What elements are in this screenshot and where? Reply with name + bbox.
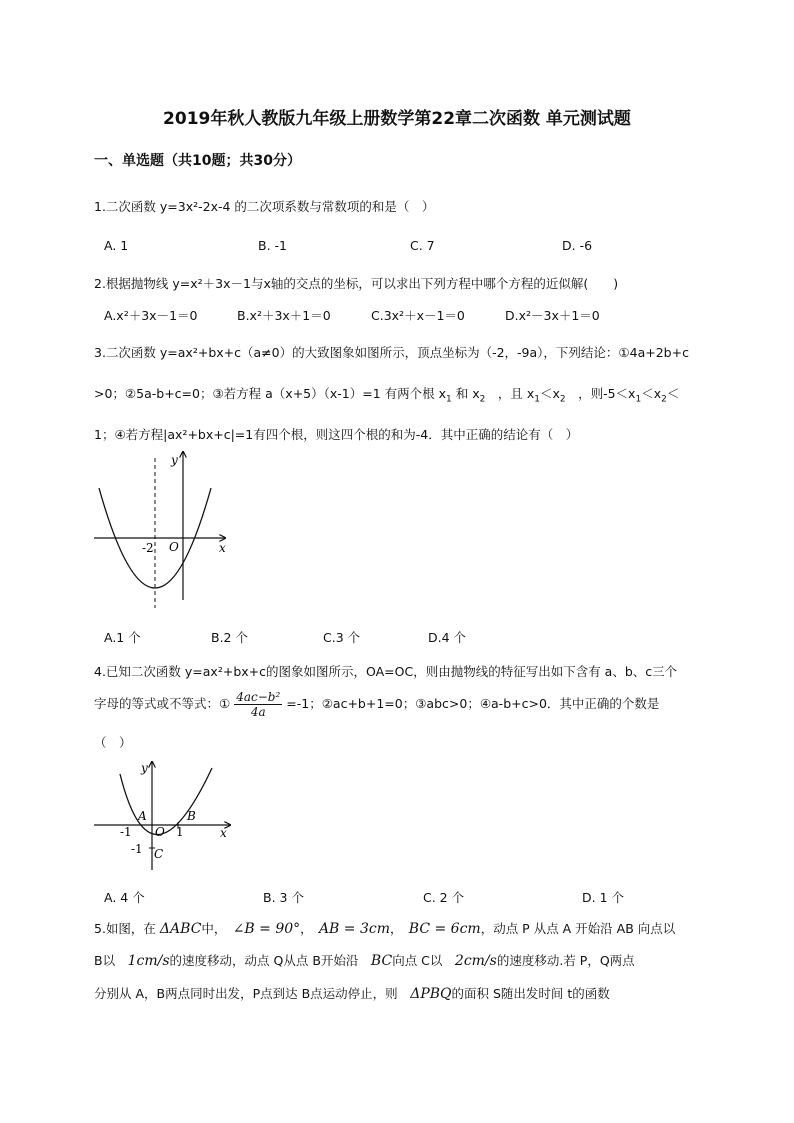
q1-option-a[interactable]: A. 1 [104, 238, 129, 253]
q3-parabola-graph [90, 448, 240, 618]
section-heading: 一、单选题（共10题；共30分） [94, 153, 301, 169]
q2-option-d[interactable]: D.x²－3x＋1＝0 [505, 308, 600, 323]
q3-option-c[interactable]: C.3 个 [323, 630, 361, 645]
q4-neg-one-label: -1 [120, 825, 132, 839]
q2-stem: 2.根据抛物线 y=x²＋3x－1与x轴的交点的坐标，可以求出下列方程中哪个方程的近似解( ) [94, 276, 619, 291]
q4-option-a[interactable]: A. 4 个 [104, 890, 145, 905]
q2-option-a[interactable]: A.x²＋3x－1＝0 [104, 308, 198, 323]
q2-option-b[interactable]: B.x²＋3x＋1＝0 [237, 308, 331, 323]
q4-origin-label: O [155, 825, 165, 839]
q3-line-2: >0；②5a-b+c=0；③若方程 a（x+5）（x-1）=1 有两个根 $x_1$ 和 $x_2$ ，且 $x_1<x_2$ ，则$-5<x_1<x_2<$ [94, 386, 680, 405]
q5-line-3: 分别从 A，B两点同时出发，P点到达 B点运动停止，则 ΔPBQ的面积 S随出发时间 t的函数 [94, 986, 610, 1002]
q3-x-label: x [219, 541, 226, 555]
q2-option-c[interactable]: C.3x²＋x－1＝0 [371, 308, 465, 323]
q4-y-neg-one-label: -1 [131, 842, 143, 856]
q4-line-1: 4.已知二次函数 y=ax²+bx+c的图象如图所示，OA=OC，则由抛物线的特征写出如下含有 a、b、c三个 [94, 664, 678, 679]
q4-option-d[interactable]: D. 1 个 [582, 890, 624, 905]
q4-option-b[interactable]: B. 3 个 [263, 890, 304, 905]
q4-fraction: $\frac{\text{4ac−b²}}{4a}$ [236, 690, 281, 719]
q1-option-c[interactable]: C. 7 [410, 238, 435, 253]
q5-line-1: 5.如图，在 ΔABC中， ∠B = 90°， AB = 3cm， BC = 6cm，动点 P 从点 A 开始沿 AB 向点以 [94, 921, 676, 937]
q3-origin-label: O [169, 540, 179, 554]
q4-point-c: C [154, 847, 164, 861]
q4-y-label: y [141, 761, 148, 775]
q4-point-b: B [187, 809, 196, 823]
q5-line-2: B以 1cm/s的速度移动，动点 Q从点 B开始沿 BC向点 C以 2cm/s的速度移动.若 P，Q两点 [94, 953, 635, 969]
q1-option-b[interactable]: B. -1 [258, 238, 287, 253]
q4-line-2: 字母的等式或不等式：① $\frac{\text{4ac−b²}}{4a}$ =-1；②ac+b+1=0；③abc>0；④a-b+c>0．其中正确的个数是 [94, 690, 660, 719]
q4-one-label: 1 [176, 825, 184, 839]
q3-y-label: y [171, 453, 178, 467]
q4-option-c[interactable]: C. 2 个 [423, 890, 465, 905]
q4-point-a: A [138, 809, 147, 823]
q1-option-d[interactable]: D. -6 [562, 238, 593, 253]
q4-x-label: x [220, 826, 227, 840]
q3-option-b[interactable]: B.2 个 [211, 630, 248, 645]
q3-line-1: 3.二次函数 y=ax²+bx+c（a≠0）的大致图象如图所示，顶点坐标为（-2，-9a），下列结论：①4a+2b+c [94, 345, 689, 360]
q3-option-d[interactable]: D.4 个 [428, 630, 467, 645]
q4-parabola-graph [90, 758, 240, 873]
page-title: 2019年秋人教版九年级上册数学第22章二次函数 单元测试题 [163, 109, 631, 129]
q3-option-a[interactable]: A.1 个 [104, 630, 141, 645]
q1-stem: 1.二次函数 y=3x²-2x-4 的二次项系数与常数项的和是（ ） [94, 199, 435, 214]
q3-vertex-x-label: -2 [142, 541, 154, 555]
q4-line-3: （ ） [94, 735, 132, 750]
q3-line-3: 1；④若方程|ax²+bx+c|=1有四个根，则这四个根的和为-4．其中正确的结论有（ ） [94, 427, 579, 442]
